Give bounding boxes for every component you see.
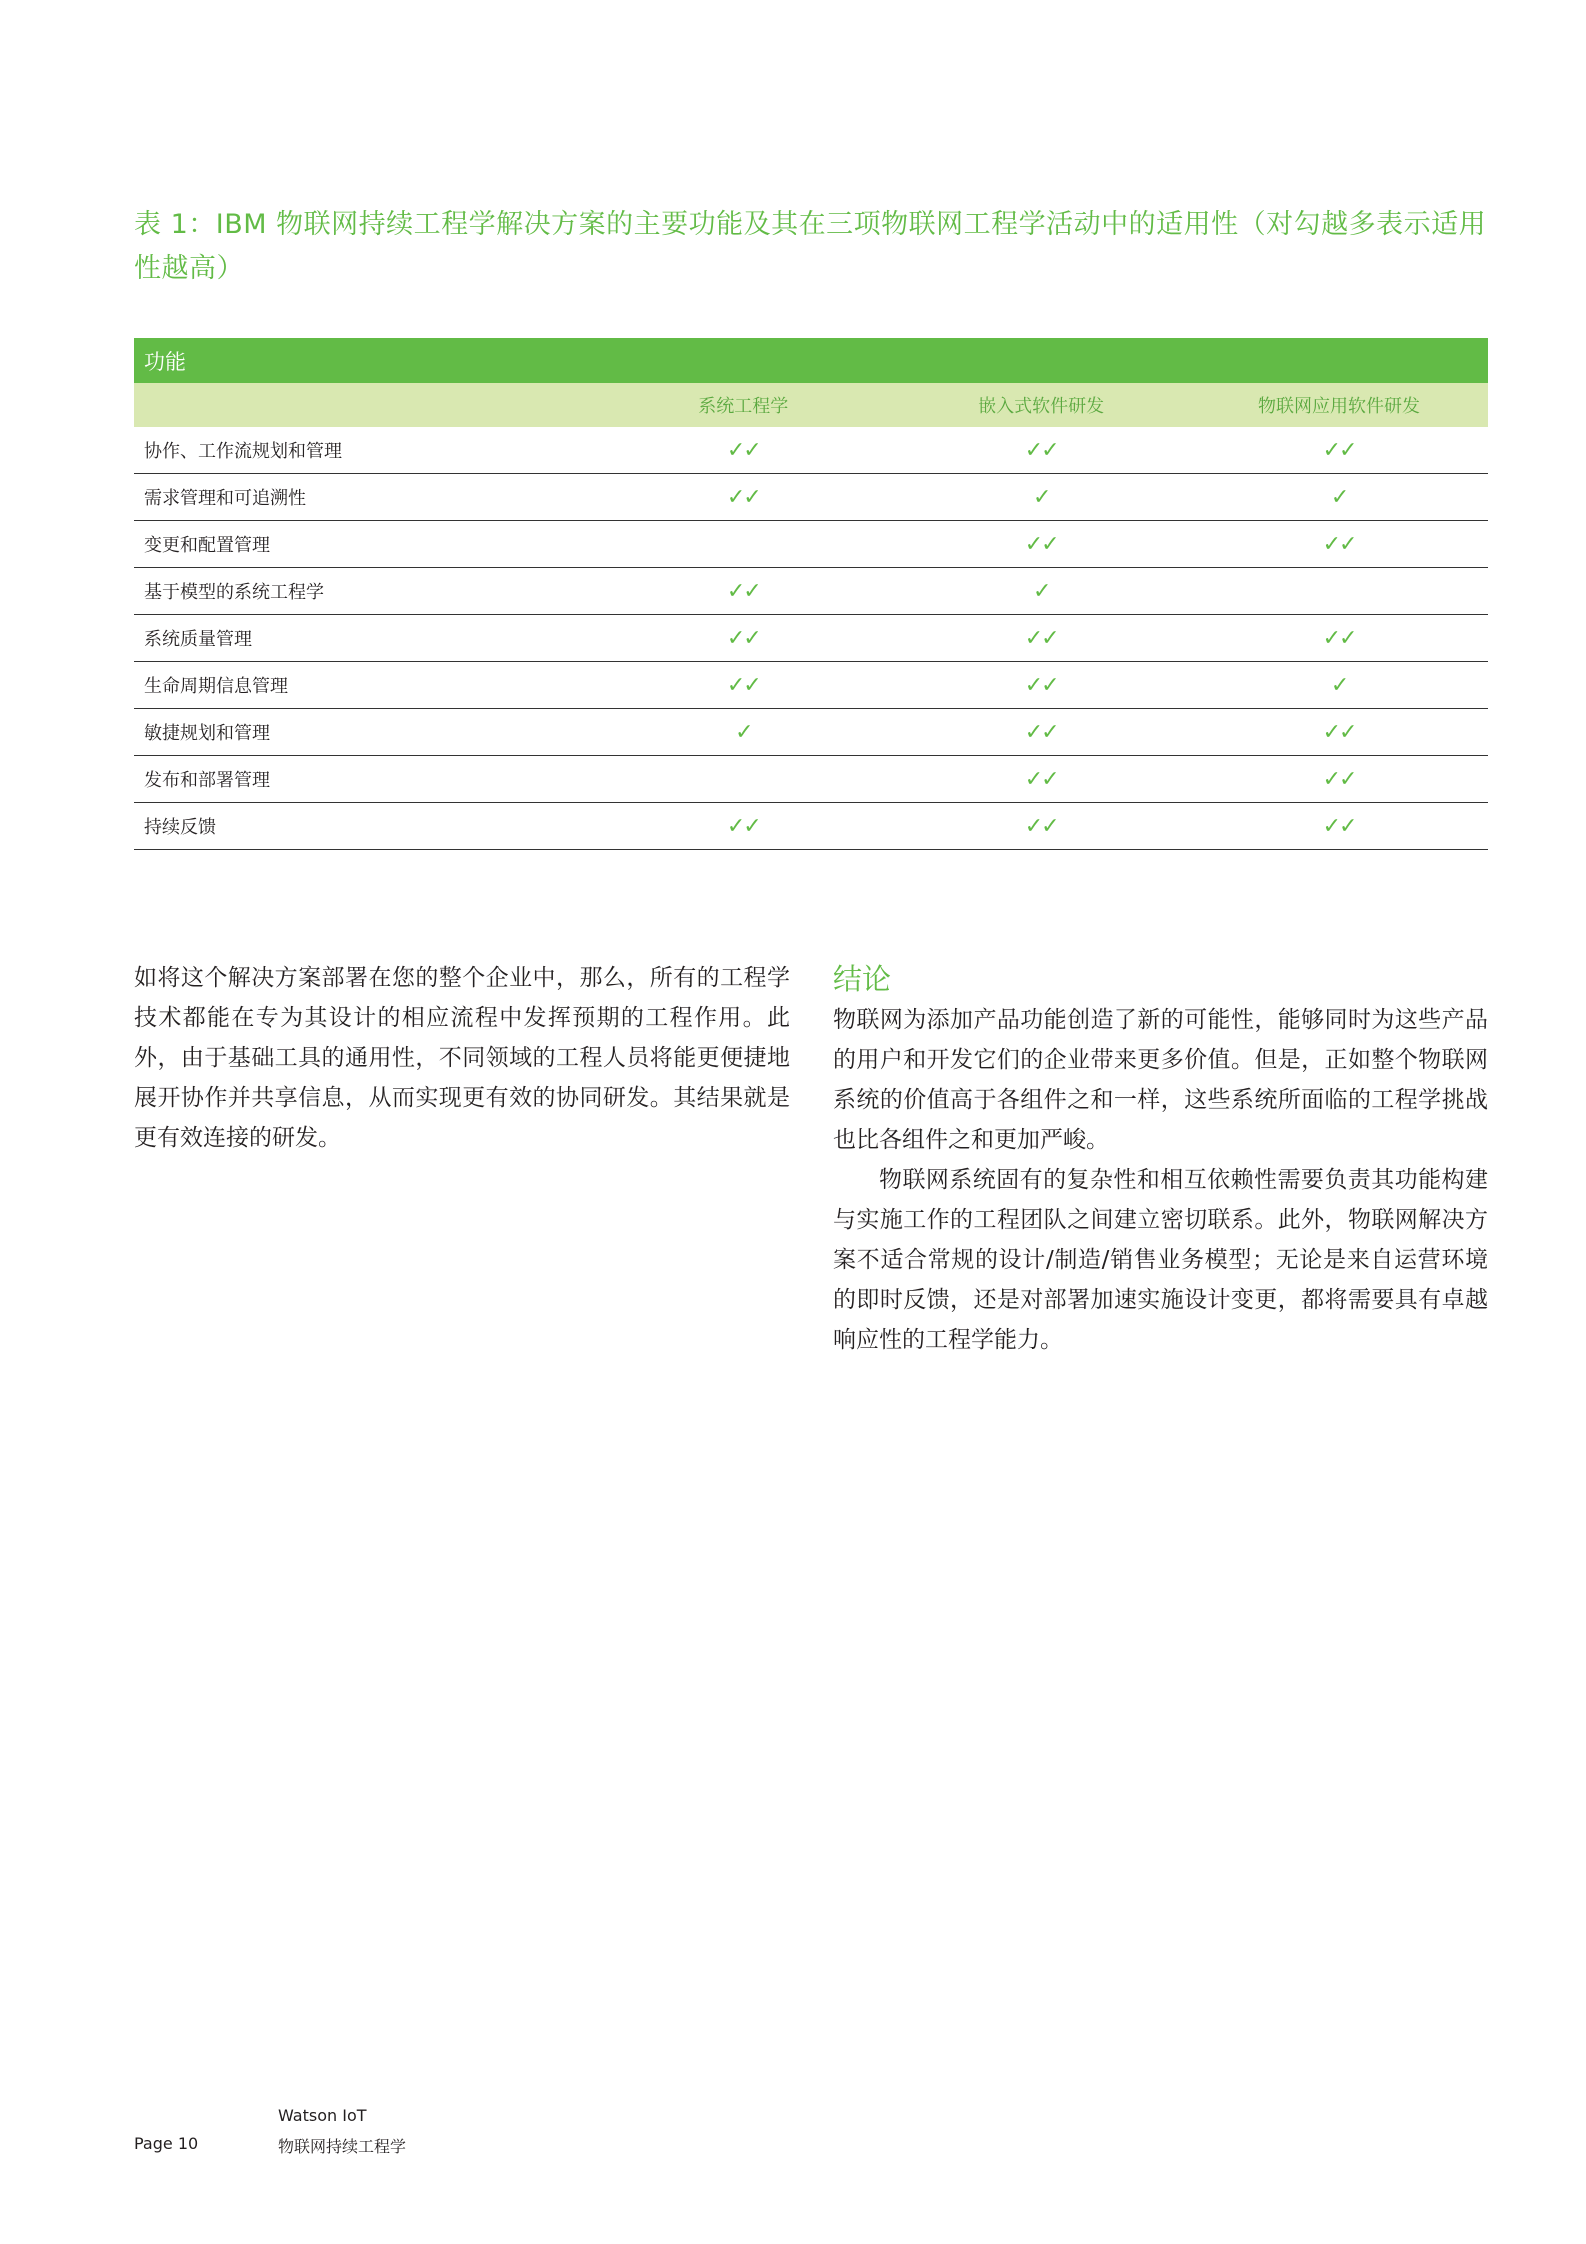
table-caption: 表 1：IBM 物联网持续工程学解决方案的主要功能及其在三项物联网工程学活动中的适用性（对勾越多表示适用性越高） <box>134 209 1487 284</box>
row-label: 系统质量管理 <box>134 615 594 662</box>
footer-brand: Watson IoT <box>278 2106 367 2125</box>
column-header: 物联网应用软件研发 <box>1190 383 1488 427</box>
checkmark-icon <box>1190 568 1488 615</box>
checkmark-icon: ✓ <box>1190 662 1488 709</box>
row-label: 敏捷规划和管理 <box>134 709 594 756</box>
table-row <box>134 803 1488 850</box>
checkmark-icon: ✓✓ <box>1190 427 1488 474</box>
left-column <box>134 958 790 1158</box>
checkmark-icon: ✓✓ <box>594 568 892 615</box>
row-label: 需求管理和可追溯性 <box>134 474 594 521</box>
row-label: 变更和配置管理 <box>134 521 594 568</box>
checkmark-icon: ✓✓ <box>892 615 1190 662</box>
table-row <box>134 756 1488 803</box>
checkmark-icon: ✓✓ <box>594 427 892 474</box>
table-row <box>134 662 1488 709</box>
row-label: 基于模型的系统工程学 <box>134 568 594 615</box>
checkmark-icon: ✓✓ <box>594 662 892 709</box>
feature-table <box>134 338 1488 850</box>
table-row <box>134 474 1488 521</box>
checkmark-icon: ✓✓ <box>892 662 1190 709</box>
table-row <box>134 615 1488 662</box>
table-header: 功能 <box>134 338 1488 383</box>
checkmark-icon: ✓✓ <box>1190 615 1488 662</box>
checkmark-icon: ✓✓ <box>1190 521 1488 568</box>
conclusion-section <box>833 958 1488 1360</box>
body-paragraph: 物联网为添加产品功能创造了新的可能性，能够同时为这些产品的用户和开发它们的企业带来更多价值。但是，正如整个物联网系统的价值高于各组件之和一样，这些系统所面临的工程学挑战也比各组件之和更加严峻。 <box>833 1007 1488 1153</box>
checkmark-icon <box>594 521 892 568</box>
table-row <box>134 568 1488 615</box>
row-label: 协作、工作流规划和管理 <box>134 427 594 474</box>
checkmark-icon: ✓ <box>594 709 892 756</box>
checkmark-icon: ✓ <box>892 568 1190 615</box>
checkmark-icon: ✓✓ <box>1190 756 1488 803</box>
checkmark-icon: ✓✓ <box>892 427 1190 474</box>
table-header-row <box>134 338 1488 383</box>
column-header: 嵌入式软件研发 <box>892 383 1190 427</box>
checkmark-icon: ✓✓ <box>594 803 892 850</box>
checkmark-icon: ✓✓ <box>892 709 1190 756</box>
checkmark-icon: ✓ <box>892 474 1190 521</box>
body-paragraph: 如将这个解决方案部署在您的整个企业中，那么，所有的工程学技术都能在专为其设计的相应流程中发挥预期的工程作用。此外，由于基础工具的通用性，不同领域的工程人员将能更便捷地展开协作并共享信息，从而实现更有效的协同研发。其结果就是更有效连接的研发。 <box>134 965 790 1151</box>
footer-subtitle: 物联网持续工程学 <box>278 2137 407 2156</box>
page-number: Page 10 <box>134 2134 199 2153</box>
checkmark-icon: ✓✓ <box>892 803 1190 850</box>
table-row <box>134 709 1488 756</box>
table-row <box>134 521 1488 568</box>
table-row <box>134 427 1488 474</box>
body-paragraph: 物联网系统固有的复杂性和相互依赖性需要负责其功能构建与实施工作的工程团队之间建立密切联系。此外，物联网解决方案不适合常规的设计/制造/销售业务模型；无论是来自运营环境的即时反馈，还是对部署加速实施设计变更，都将需要具有卓越响应性的工程学能力。 <box>833 1167 1488 1353</box>
checkmark-icon: ✓✓ <box>1190 709 1488 756</box>
checkmark-icon <box>594 756 892 803</box>
column-header-row <box>134 383 1488 427</box>
checkmark-icon: ✓✓ <box>892 521 1190 568</box>
column-header: 系统工程学 <box>594 383 892 427</box>
checkmark-icon: ✓✓ <box>892 756 1190 803</box>
row-label: 持续反馈 <box>134 803 594 850</box>
checkmark-icon: ✓✓ <box>594 615 892 662</box>
checkmark-icon: ✓✓ <box>594 474 892 521</box>
checkmark-icon: ✓ <box>1190 474 1488 521</box>
row-label: 发布和部署管理 <box>134 756 594 803</box>
checkmark-icon: ✓✓ <box>1190 803 1488 850</box>
section-heading: 结论 <box>833 962 892 996</box>
row-label: 生命周期信息管理 <box>134 662 594 709</box>
